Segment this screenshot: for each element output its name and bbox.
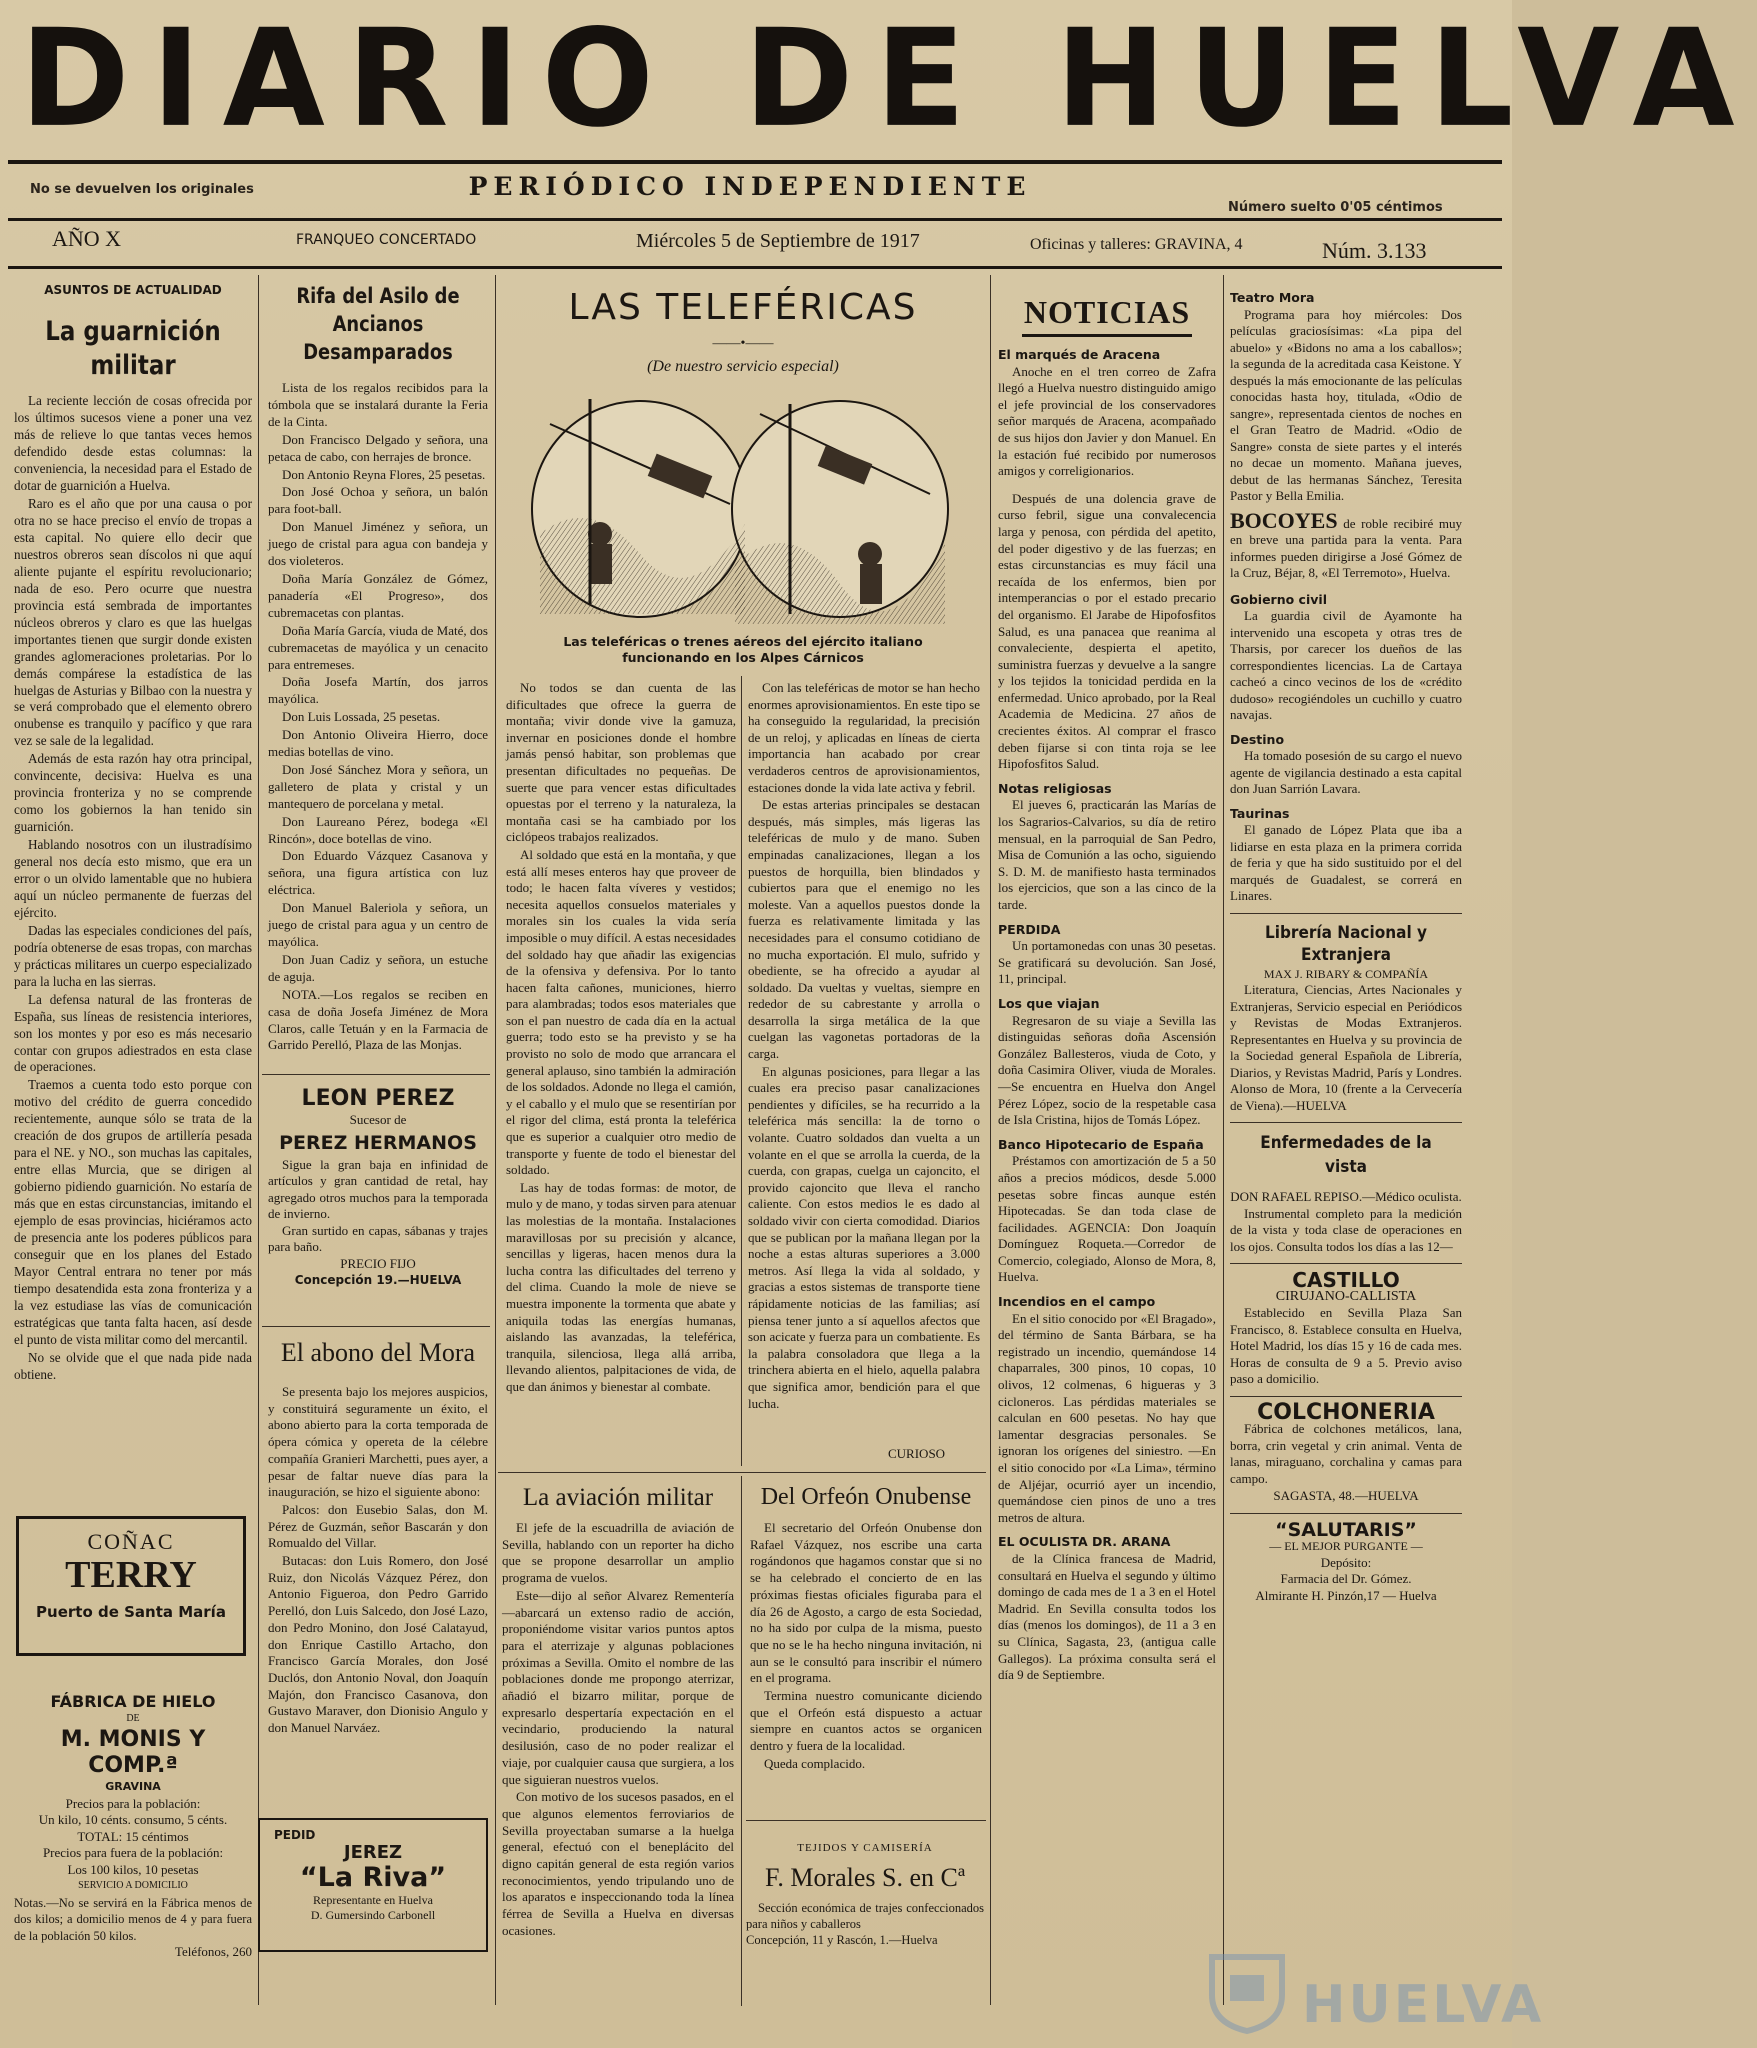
news-body: Préstamos con amortización de 5 a 50 años a precios módicos, desde 5.000 pesetas sobre fincas aunque estén Hipotecadas. Se dan toda clase de facilidades. AGENCIA: Don Joaquín Domínguez Roqueta.—Corredor de Comercio, colegiado, Alonso de Mora, 8, Huelva. (998, 1153, 1216, 1285)
ad-morales (746, 1840, 984, 2000)
leon-addr: Concepción 19.—HUELVA (294, 1273, 462, 1287)
no-devuelven-note: No se devuelven los originales (30, 182, 254, 197)
watermark-text: HUELVA (1302, 1975, 1545, 2035)
paragraph: Don José Ochoa y señora, un balón para foot-ball. (268, 484, 488, 517)
news-title: Notas religiosas (998, 780, 1112, 796)
column-rule (1223, 275, 1224, 2005)
headline-aviacion: La aviación militar (522, 1484, 714, 1511)
paragraph: Con las teleféricas de motor se han hecho enormes aprovisionamientos. En este tipo se ha conseguido la regularidad, la precisión de un reloj, y aplicadas en líneas de cierta importancia han acabado por crear verdaderos centros de aprovisionamientos, estaciones donde la vida late activa y febril. (748, 680, 980, 795)
salutaris-title: “SALUTARIS” (1275, 1518, 1417, 1541)
salutaris-addr: Almirante H. Pinzón,17 — Huelva (1255, 1587, 1437, 1603)
paragraph: Se presenta bajo los mejores auspicios, y constituirá seguramente un éxito, el abono abierto para la corta temporada de ópera cómica y opereta de la célebre compañía Granieri Marchetti, pues ayer, a pesar de faltar nueve días para la inauguración, se hizo el siguiente abono: (268, 1384, 488, 1500)
paragraph: Con motivo de los sucesos pasados, en el que algunos elementos ferroviarios de Sevilla proyectaban sumarse a la huelga general, efectuó con el beneplácito del digno capitán general de esta región varios reconocimientos, yendo tripulando uno de los aparatos e inspeccionando toda la línea férrea de Sevilla a Huelva en diversas ocasiones. (502, 1789, 734, 1938)
paragraph: La defensa natural de las fronteras de España, sus líneas de resistencia interiores, son los montes y por eso es más necesario contar con grupos adiestrados en esta clase de operaciones. (14, 991, 252, 1075)
headline-guarnicion: La guarnición militar (45, 316, 221, 382)
paragraph: Hablando nosotros con un ilustradísimo general nos decía esto mismo, que era un error o un olvido lamentable que no hubiera aquí un núcleo permanente de fuerzas del ejército. (14, 837, 252, 920)
column-rifa (268, 282, 488, 1082)
headline-noticias: NOTICIAS (1023, 294, 1191, 330)
leon-name: PEREZ HERMANOS (279, 1131, 477, 1154)
paragraph: NOTA.—Los regalos se reciben en casa de doña Josefa Jiménez de Mora Claros, calle Tetuán y en la Farmacia de Garrido Perelló, Plaza de las Monjas. (268, 986, 488, 1053)
enfermedades-title: Enfermedades de la vista (1260, 1133, 1432, 1177)
hielo-company: M. MONIS Y COMP.ª (60, 1727, 206, 1778)
masthead-subtitle: PERIÓDICO INDEPENDIENTE (468, 172, 1032, 201)
terry-line3: Puerto de Santa María (36, 1603, 226, 1621)
headline-orfeon: Del Orfeón Onubense (760, 1484, 972, 1510)
riva-who: D. Gumersindo Carbonell (310, 1908, 436, 1922)
leon-text: Sigue la gran baja en infinidad de artículos y gran cantidad de retal, hay agregado otros muchos para la temporada de invierno. (268, 1156, 488, 1221)
dateline-bottom-rule (8, 266, 1502, 269)
news-title: El marqués de Aracena (998, 347, 1161, 362)
libreria-title: Librería Nacional y Extranjera (1264, 922, 1428, 965)
news-title: PERDIDA (998, 921, 1061, 937)
news-body: En el sitio conocido por «El Bragado», del término de Santa Bárbara, se ha registrado un incendio, quemándose 14 chaparrales, 300 pinos, 10 copas, 10 olivos, 12 colmenas, 6 higueras y 3 cicloneros. Las pérdidas materiales se calculan en 600 pesetas. No hay que lamentar desgracias personales. Se ignoran los orígenes del siniestro. —En el sitio conocido por «La Lima», término de Aljéjar, ocurrió ayer un incendio, quemándose cien pinos de uno a tres metros de altura. (998, 1310, 1216, 1525)
column-abono (268, 1336, 488, 1796)
column-noticias (998, 290, 1216, 1996)
column-aviacion (502, 1482, 734, 1997)
headline-telefericas: LAS TELEFÉRICAS (568, 287, 918, 328)
headline-abono: El abono del Mora (280, 1338, 476, 1367)
separator (262, 1074, 490, 1075)
riva-rep: Representante en Huelva (313, 1893, 433, 1907)
paragraph: Don Francisco Delgado y señora, una petaca de cabo, con herrajes de bronce. (268, 431, 488, 464)
separator (498, 1472, 986, 1473)
paragraph: Doña María García, viuda de Maté, dos cubremacetas de mayólica y un cenacito para entremeses. (268, 622, 488, 672)
paragraph: Don Manuel Baleriola y señora, un juego de cristal para agua y un centro de mayólica. (268, 900, 488, 949)
illustration-caption: Las teleféricas o trenes aéreos del ejército italiano funcionando en los Alpes Cárnicos (563, 634, 923, 665)
byline: (De nuestro servicio especial) (647, 358, 839, 375)
ad-la-riva (258, 1818, 488, 1952)
paragraph: Traemos a cuenta todo esto porque con motivo del crédito de guerra concedido recientemente, aunque sólo se trata de la creación de dos grupos de artillería pesada para el NE. y NO., son muchas las capitales, entre ellas Murcia, que se dirigen al gobierno pidiendo guarnición. No estaría de más que en estas circunstancias, imitando el ejemplo de esas provincias, hiciéramos acto de presencia ante los poderes públicos para conseguir que en los planes del Estado Mayor Central entrara no tener por más tiempo desatendida esta zona fronteriza y a la vez estudiase las vías de comunicación estratégicas que tanta falta hacen, así desde el punto de vista militar como del mercantil. (14, 1077, 252, 1347)
paragraph: Al soldado que está en la montaña, y que está allí meses enteros hay que proveer de todo; le hacen falta víveres y vestidos; necesita aquellos consuelos materiales y morales sin los cuales la vida sería imposible o muy difícil. A estas necesidades del soldado hay que añadir las exigencias de la ofensiva y defensiva. Por lo tanto hacen falta cañones, municiones, hierro para alambradas; todos esos materiales que son el pan nuestro de cada día en la actual guerra; todo esto se ha previsto y se ha provisto no solo de modo que arrancara el general aplauso, sino también la admiración de los soldados. Adonde no llega el camión, y el caballo y el mulo que se resentirían por el rigor del clima, está pronta la teleférica que es superior a cualquier otro medio de transporte y fuente de todo el bienestar del soldado. (506, 846, 736, 1178)
masthead-rule (8, 160, 1502, 164)
separator (746, 1820, 986, 1821)
terry-line1: COÑAC (87, 1529, 175, 1554)
paragraph: Don Luis Lossada, 25 pesetas. (282, 709, 441, 725)
teatro-title: Teatro Mora (1230, 290, 1315, 305)
paragraph: Don Antonio Reyna Flores, 25 pesetas. (282, 466, 486, 482)
libreria-owner: MAX J. RIBARY & COMPAÑÍA (1263, 966, 1429, 981)
price-note: Número suelto 0'05 céntimos (1228, 200, 1443, 215)
hielo-street: GRAVINA (105, 1780, 161, 1793)
ad-terry (16, 1516, 246, 1656)
news-body: Un portamonedas con unas 30 pesetas. Se gratificará su devolución. San José, 11, principal. (998, 938, 1216, 987)
bocoyes-body: de roble recibiré muy en breve una partida para la venta. Para informes pueden dirigirse a José Gómez de la Cruz, Béjar, 8, «El Terremoto», Huelva. (1230, 515, 1462, 580)
paragraph: En algunas posiciones, para llegar a las cuales era preciso pasar canalizaciones pendientes y difíciles, se ha recurrido a la teleférica más sencilla: la de torno o volante. Cuatro soldados dan vuelta a un volante en el que se arrolla la cuerda, de la cuerda, con grapas, cuelga un cajoncito, el provido cajoncito que lleva el rancho caliente. Con estos medios le es dado al soldado vivir con cierta comodidad. Diarios que se publican por la mañana llegan por la noche a estas alturas superiores a 3.000 metros. Así llega la vida al soldado, y gracias a estos sistemas de transporte tiene rápidamente noticias de las familias; así piensa tener junto a sí aquellos afectos que son acicate y fuerza para un combatiente. Es la palabra consoladora que llega a la trinchera abierta en el hielo, aquella palabra que significa amor, bendición para el que lucha. (748, 1063, 980, 1411)
enfermedades-doctor: DON RAFAEL REPISO.—Médico oculista. (1230, 1189, 1462, 1204)
news-body: de la Clínica francesa de Madrid, consultará en Huelva el segundo y último domingo de cada mes de 1 a 3 en el Hotel Madrid. En Sevilla consulta todos los días (menos los domingos), de 11 a 3 en su Clínica, Sagasta, 23, (antigua calle Gallegos). La próxima consulta será el día 9 de Septiembre. (998, 1550, 1216, 1683)
morales-text: Sección económica de trajes confeccionados para niños y caballeros (746, 1901, 984, 1931)
column-rule (258, 275, 259, 2005)
separator (262, 1326, 490, 1327)
morales-addr: Concepción, 11 y Rascón, 1.—Huelva (746, 1933, 938, 1947)
paragraph: Butacas: don Luis Romero, don José Ruiz, don Nicolás Vázquez Pérez, don Antonio Figueroa, don Pedro Garrido Perelló, don Luis Salcedo, don José Lazo, don Pedro Monino, don José Calatayud, don Enrique Castillo Artacho, don Francisco García Morales, don José Duclós, don Antonio Noval, don Joaquín Majón, don Francisco Casanova, don Gustavo Maraver, don Dionisio Angulo y don Manuel Narváez. (268, 1553, 488, 1736)
paragraph: Además de esta razón hay otra principal, convincente, decisiva: Huelva es una provincia fronteriza y no se comprende como los gobiernos la han tenido sin guarnición. (14, 751, 252, 835)
leon-sub: Sucesor de (349, 1112, 407, 1127)
dateline-top-rule (8, 218, 1502, 221)
castillo-body: Establecido en Sevilla Plaza San Francisco, 8. Establece consulta en Huelva, Hotel Madrid, los días 15 y 16 de cada mes. Horas de consulta de 9 a 5. Previo aviso paso a domicilio. (1230, 1305, 1462, 1386)
paragraph: Doña María González de Gómez, panadería «El Progreso», dos cubremacetas con plantas. (268, 570, 488, 620)
paragraph: El jefe de la escuadrilla de aviación de Sevilla, hablando con un reporter ha dicho que se propone desarrollar un amplio programa de vuelos. (502, 1520, 734, 1586)
paragraph: Doña Josefa Martín, dos jarros mayólica. (268, 674, 488, 707)
terry-line2: TERRY (65, 1554, 197, 1596)
column-rule (741, 676, 742, 1466)
enfermedades-body: Instrumental completo para la medición de la vista y toda clase de operaciones en los ojos. Consulta todos los días a las 12— (1230, 1205, 1462, 1254)
column-right (1230, 290, 1462, 2000)
paragraph: Don Manuel Jiménez y señora, un juego de cristal para agua con bandeja y dos violeteros. (268, 519, 488, 569)
leon-text2: Gran surtido en capas, sábanas y trajes para baño. (268, 1222, 488, 1254)
salutaris-sub: — EL MEJOR PURGANTE — (1269, 1539, 1423, 1553)
hielo-de: DE (126, 1712, 140, 1724)
gobierno-body: La guardia civil de Ayamonte ha intervenido una escopeta y otras tres de Tharsis, por carecer los dueños de las correspondientes licencias. La de Cartaya cacheó a cinco vecinos de los de «crédito dudoso» recogiéndoles un cuchillo y cuatro navajas. (1230, 608, 1462, 722)
paragraph: Las hay de todas formas: de motor, de mulo y de mano, y todas sirven para atenuar las molestias de la montaña. Instalaciones maravillosas por su precisión y alcance, sencillas y ligeras, hacen menos dura la lucha contra las dificultades del terreno y del clima. Cuando la mole de nieve se muestra imponente la tormenta que abate y aniquila todas las energías humanas, aislando las avanzadas, la teleférica, tranquila, silenciosa, llega allá arriba, llevando alientos, palpitaciones de vida, de que dan ánimos y bienestar al combate. (506, 1179, 736, 1394)
hielo-prices: Los 100 kilos, 10 pesetas (67, 1861, 199, 1877)
castillo-title: CASTILLO (1292, 1268, 1400, 1292)
franqueo: FRANQUEO CONCERTADO (296, 232, 477, 248)
colchoneria-addr: SAGASTA, 48.—HUELVA (1273, 1488, 1419, 1503)
news-title: Banco Hipotecario de España (998, 1136, 1204, 1152)
offices: Oficinas y talleres: GRAVINA, 4 (1030, 236, 1243, 253)
paragraph: No todos se dan cuenta de las dificultades que ofrece la guerra de montaña; vivir donde vive la gamuza, invernar en posiciones donde el hombre jamás pensó habitar, son problemas que presentan dificultades no pequeñas. De suerte que para vencer estas dificultades opuestas por el terreno y la naturaleza, la montaña casi se ha cambiado por los ciclópeos trabajos realizados. (506, 680, 736, 845)
paragraph: Termina nuestro comunicante diciendo que el Orfeón está dispuesto a actuar siempre en cuantos actos se organicen dentro y fuera de la localidad. (750, 1688, 982, 1754)
teatro-body: Programa para hoy miércoles: Dos películas graciosísimas: «La pipa del abuelo» y «Bidons no ama a los caballos»; la segunda de la acreditada casa Keistone. Y después la más emocionante de las películas conocidas hasta hoy, titulada, «Odio de sangre», representada cientos de noches en el Gran Teatro de Madrid. «Odio de Sangre» consta de siete partes y el interés no decae un momento. Mañana jueves, debut de las hermanas Sánchez, Teresita Pastor y Bella Emilia. (1230, 306, 1462, 503)
column-orfeon (750, 1482, 982, 1812)
shield-icon (1202, 1951, 1292, 2035)
issue-date: Miércoles 5 de Septiembre de 1917 (636, 230, 920, 252)
leon-price: PRECIO FIJO (340, 1255, 416, 1271)
gobierno-title: Gobierno civil (1230, 591, 1327, 607)
destino-title: Destino (1230, 731, 1285, 747)
paragraph: Don José Sánchez Mora y señora, un galletero de plata y cristal y un mantequero de porcelana y metal. (268, 761, 488, 811)
riva-name: “La Riva” (299, 1862, 447, 1893)
issue-number: Núm. 3.133 (1322, 238, 1427, 263)
leon-title: LEON PEREZ (301, 1086, 455, 1111)
paragraph: No se olvide que el que nada pide nada obtiene. (14, 1349, 252, 1382)
paragraph: Lista de los regalos recibidos para la tómbola que se instalará durante la Feria de la Cinta. (268, 380, 488, 429)
news-title: EL OCULISTA DR. ARANA (998, 1534, 1171, 1550)
paragraph: El secretario del Orfeón Onubense don Rafael Vázquez, nos escribe una carta rogándonos que hagamos constar que si no se ha celebrado el concierto de en las próximas fiestas oficiales figuraba para el día 26 de Agosto, a cargo de esta Sociedad, no ha sido por culpa de la misma, puesto que no se le ha hecho ninguna invitación, ni aun se le consultó para inscribir el número en el programa. (750, 1520, 982, 1686)
salutaris-dep: Depósito: (1320, 1554, 1372, 1570)
colchoneria-title: COLCHONERIA (1257, 1399, 1435, 1425)
paragraph: Palcos: don Eusebio Salas, don M. Pérez de Guzmán, señor Bascarán y don Romualdo del Villar. (268, 1501, 488, 1551)
hielo-prices: Precios para fuera de la población: (42, 1845, 224, 1860)
column-rule (741, 1476, 742, 2006)
bocoyes-title: BOCOYES (1230, 507, 1338, 533)
paragraph: Queda complacido. (764, 1755, 866, 1771)
news-body: Después de una dolencia grave de curso febril, sigue una convalecencia larga y penosa, con pérdida del apetito, del poder digestivo y de las fuerzas; en estas circunstancias es muy fácil una recaída de los enfermos, bien por intemperancias o por el estado precario del organismo. El Jarabe de Hipofosfitos Salud, es una panacea que reanima al convaleciente, despierta el apetito, suministra fuerzas y devuelve a la sangre y los tejidos la tonicidad perdida en la enfermedad. Unico aprobado, por la Real Academia de Medicina. 27 años de crecientes éxitos. Al comprar el frasco deben fijarse si con tinta roja se lee Hipofosfitos Salud. (998, 490, 1216, 772)
year: AÑO X (52, 226, 122, 251)
paragraph: Don Juan Cadiz y señora, un estuche de aguja. (268, 951, 488, 984)
riva-jerez: JEREZ (343, 1842, 403, 1863)
colchoneria-body: Fábrica de colchones metálicos, lana, borra, crin vegetal y crin animal. Venta de lanas, miraguano, corchalina y camas para campo. (1230, 1421, 1462, 1486)
paragraph: Raro es el año que por una causa o por otra no se hace preciso el envío de tropas a esta capital. No quiere ello decir que nuestros obreros sean díscolos ni que aquí aliente pujante el espíritu revolucionario; nada de eso. Pero ocurre que nuestra provincia está sembrada de importantes núcleos obreros y claro es que las huelgas importantes tienen que surgir donde existen grandes aglomeraciones proletarias. Por lo demás compárese la estadística de las huelgas de Asturias y Bilbao con la nuestra y se verá comprobado que el elemento obrero onubense es tranquilo y pacífico y que rara vez se sale de la legalidad. (14, 496, 252, 749)
paragraph: La reciente lección de cosas ofrecida por los últimos sucesos viene a poner una vez más de relieve lo que tantas veces hemos defendido desde estas columnas: la conveniencia, la necesidad para el Estado de dotar de guarnición a Huelva. (14, 393, 252, 494)
hielo-prices: Precios para la población: (65, 1795, 201, 1811)
teleferica-header: LAS TELEFÉRICAS ——•—— (De nuestro servicio especial) (506, 286, 980, 376)
hielo-title: FÁBRICA DE HIELO (50, 1692, 216, 1711)
news-title: Incendios en el campo (998, 1294, 1156, 1310)
morales-top: TEJIDOS Y CAMISERÍA (797, 1842, 933, 1854)
hielo-notes: Notas.—No se servirá en la Fábrica menos de dos kilos; a domicilio menos de 4 y para fuera de la población 50 kilos. (14, 1895, 252, 1943)
libreria-body: Literatura, Ciencias, Artes Nacionales y Extranjeras, Servicio especial en Periódicos y Revistas de Modas Extranjeros. Representantes en Huelva y su provincia de la Sociedad general Española de Librería, Diarios, y Revistas Madrid, París y Londres. Alonso de Mora, 10 (frente a la Cervecería de Viena).—HUELVA (1230, 982, 1462, 1113)
salutaris-body: Farmacia del Dr. Gómez. (1280, 1571, 1412, 1586)
telefericas-col-b (748, 680, 980, 1446)
destino-body: Ha tomado posesión de su cargo el nuevo agente de vigilancia destinado a esta capital don Juan Sarrión Lavara. (1230, 748, 1462, 796)
kicker: ASUNTOS DE ACTUALIDAD (44, 283, 222, 297)
castillo-sub: CIRUJANO-CALLISTA (1275, 1288, 1417, 1304)
signature: CURIOSO (888, 1446, 946, 1461)
telefericas-col-a (506, 680, 736, 1462)
paragraph: De estas arterias principales se destacan después, más simples, más ligeras las teleféricas de mulo y de mano. Suben empinadas canalizaciones, llegan a los puestos de horquilla, bien blindados y cubiertos para que el enemigo no les moleste. Van a aquellos puestos donde la fuerza es relativamente limitada y las necesidades para el consumo cotidiano de no mucha exportación. El mulo, sufrido y obediente, se ha ofrecido a ayudar al soldado. Da vueltas y vueltas, siempre en rededor de su cabrestante y arrolla o desarrolla la sirga metálica de la que cuelgan las vagonetas portadoras de la carga. (748, 797, 980, 1062)
morales-name: F. Morales S. en Cª (764, 1863, 966, 1892)
ad-leon-perez (268, 1086, 488, 1316)
hielo-prices: Un kilo, 10 cénts. consumo, 5 cénts. (38, 1812, 228, 1827)
hielo-prices: TOTAL: 15 céntimos (77, 1828, 189, 1844)
paragraph: Don Eduardo Vázquez Casanova y señora, una figura artística con luz eléctrica. (268, 848, 488, 898)
column-rule (495, 275, 496, 2005)
masthead-title: DIARIO DE HUELVA (20, 0, 1757, 158)
hielo-service: SERVICIO A DOMICILIO (78, 1880, 188, 1891)
ad-hielo (14, 1694, 252, 1994)
news-title: Los que viajan (998, 995, 1100, 1011)
taurinas-body: El ganado de López Plata que iba a lidiarse en esta plaza en la primera corrida de feria y que ha sido sustituido por el del marqués de Guadalest, se correrá en Linares. (1230, 822, 1462, 903)
paragraph: Don Antonio Oliveira Hierro, doce medias botellas de vino. (268, 727, 488, 760)
taurinas-title: Taurinas (1230, 805, 1290, 821)
hielo-phone: Teléfonos, 260 (174, 1944, 252, 1959)
riva-pedid: PEDID (274, 1828, 316, 1842)
column-rule (990, 275, 991, 2005)
paragraph: Don Laureano Pérez, bodega «El Rincón», doce botellas de vino. (268, 813, 488, 846)
headline-rifa: Rifa del Asilo de Ancianos Desamparados (296, 284, 460, 364)
news-body: El jueves 6, practicarán las Marías de los Sagrarios-Calvarios, su día de retiro mensual, en la parroquial de San Pedro, Misa de Comunión a las ocho, siguiendo S. D. M. de manifiesto hasta terminados los ejercicios, que son a las cinco de la tarde. (998, 797, 1216, 912)
news-body: Anoche en el tren correo de Zafra llegó a Huelva nuestro distinguido amigo el jefe provincial de los conservadores señor marqués de Aracena, acompañado de sus hijos don Javier y don Manuel. En la estación fué recibido por numerosos amigos y correligionarios. (998, 363, 1216, 479)
paragraph: Este—dijo al señor Alvarez Rementería—abarcará un extenso radio de acción, proponiéndome visitar varios puntos aptos para el aterrizaje y algunas poblaciones próximas a Sevilla. Omito el nombre de las poblaciones donde me propongo aterrizar, añadió el bizarro militar, porque de expresarlo despertaría expectación en el vecindario, produciendo la natural desilusión, caso de no poder realizar el viaje, por cualquier causa que surgiera, a los que siguieran nuestros vuelos. (502, 1587, 734, 1787)
teleferica-illustration (530, 384, 950, 634)
paragraph: Dadas las especiales condiciones del país, podría obtenerse de esas tropas, con marchas y prácticas militares un cuerpo especializado para la lucha en las sierras. (14, 922, 252, 989)
archive-watermark (1162, 1945, 1545, 2040)
news-body: Regresaron de su viaje a Sevilla las distinguidas señoras doña Ascensión González Ballesteros, viuda de Coto, y doña Casimira Oliver, viuda de Morales. —Se encuentra en Huelva don Angel Pérez López, socio de la respetable casa de Isla Cristina, hijos de Tomás López. (998, 1012, 1216, 1128)
